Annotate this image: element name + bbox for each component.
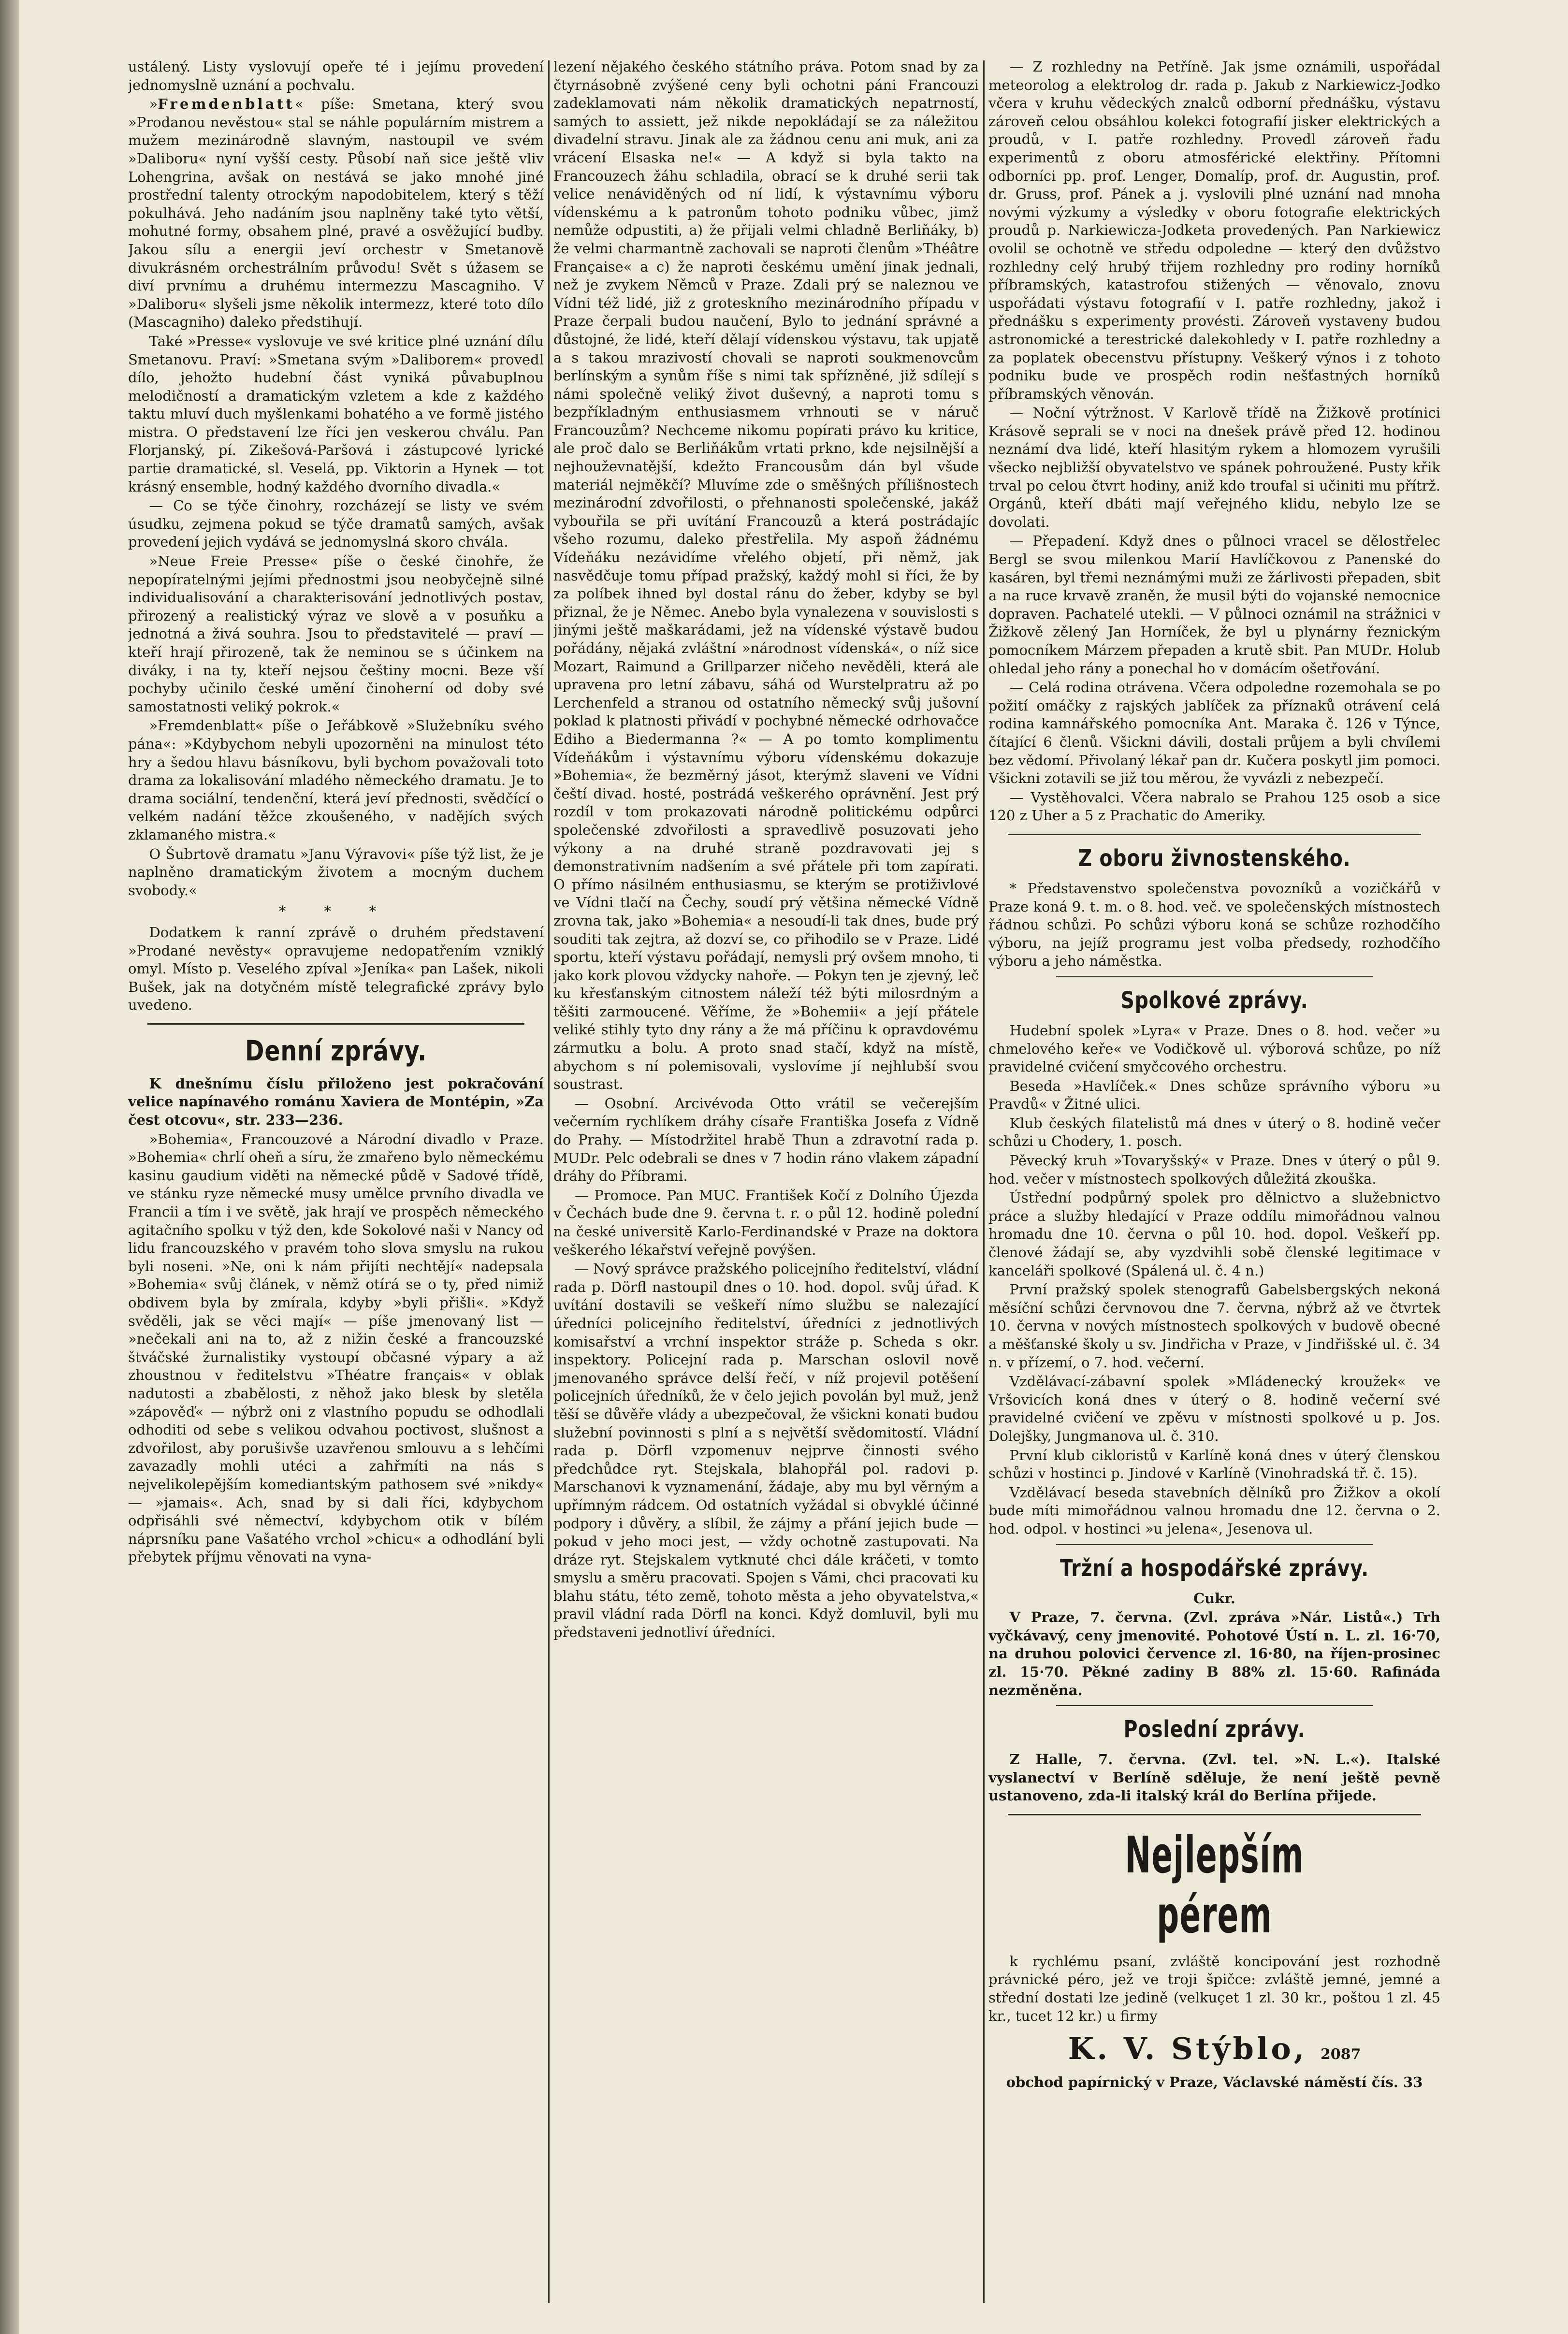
section-heading: Poslední zprávy. — [1123, 1716, 1306, 1743]
paragraph: lezení nějakého českého státního práva. Potom snad by za čtyrnásobně zvýšené ceny byli ochotni páni Francouzi zadeklamovati nám několik dramatických nepatrností, samých to assiett, jež nikde nepokládají se za náležitou divadelní stravu. Jinak ale za žádnou cenu ani muk, ani za vrácení Elsaska ne!« — A když si byla takto na Francouzech žáhu schladila, obrací se k druhé serii tak velice nenáviděných od ní lidí, k výstavnímu výboru vídenskému a k patronům tohoto podniku vůbec, jimž nemůže odpustiti, a) že přijali velmi chladně Berliňáky, b) že velmi charmantně zachovali se naproti členům »Théâtre Française« a c) že naproti českému umění jinak jednali, než je zvykem Němců v Praze. Zdali prý se naleznou ve Vídni též lidé, již z groteskního mezinárodního případu v Praze čerpali budou naučení, Bylo to jednání správné a důstojné, že lidé, kteří dělají vídenskou výstavu, tak upjatě a s takou mrazivostí chovali se naproti soukmenovcům berlínským a synům říše s nimi tak spřízněné, již sdílejí s námi společně veliký život duševný, a naproti tomu s bezpříkladným enthusiasmem vrhnouti se v náruč Francouzům? Nechceme nikomu popírati právo ku kritice, ale proč dalo se Berliňákům vrtati prkno, kde nejsilnější a nejhouževnatější, kdežto Francousům dán byl všude materiál nejměkčí? Mluvíme zde o směšných přílišnostech mezinárodní zdvořilosti, o přehnanosti společenské, jakáž vybouřila se při uvítání Francouzů a která postrádajíc všeho rozumu, daleko přestřelila. My aspoň žádnému Vídeňáku nezávidíme vřelého objetí, při němž, jak nasvědčuje tomu případ pražský, každý mohl si říci, že by za políbek ihned byl dostal ránu do žeber, kdyby se byl přiznal, že je Němec. Anebo byla vynalezena v souvislosti s jinými ještě maškarádami, jež na vídenské výstavě budou pořádány, nějaká zvláštní »národnost vídenská«, o níž sice Mozart, Raimund a Grillparzer ničeho nevěděli, která ale upravena pro letní zábavu, sáhá od Wurstelpratru až po Lerchenfeld a stranou od ostatního německý svůj jušovní poklad k platnosti přivádí v pochybné německé odrhovačce Ediho a Biedermanna ?« — A po tomto komplimentu Vídeňákům i výstavnímu výboru vídenskému dokazuje »Bohemia«, že bezměrný jásot, kterýmž slaveni ve Vídni čeští divad. hosté, postrádá veškerého oprávnění. Jest prý rozdíl v tom prokazovati národně politickému odpůrci společenské zdvořilosti a spravedlivě posuzovati jeho výkony a na druhé straně pozdravovati jej s demonstrativním nadšením a své přátele při tom zapírati. O přímo násilném enthusiasmu, se kterým se protiživlové ve Vídni tlačí na Čechy, soudí prý většina německé Vídně zrovna tak, jako »Bohemia« a nesoudí-li tak dnes, bude prý souditi tak zejtra, až dozví se, co přihodilo se v Praze. Lidé sportu, kteří výstavu pořádají, nemysli prý ovšem mnoho, ti jako kork plovou vždycky nahoře. — Pokyn ten je zjevný, leč ku křesťanským citnostem náleží též býti milosrdným a těšiti zarmoucené. Věříme, že »Bohemii« a její přátele veliké stihly tyto dny rány a že má příčinu k opravdovému zármutku a bolu. A proto snad stačí, když na místě, abychom s ní polemisovali, vyslovíme jí nejhlubší svou soustrast. — [553, 58, 979, 1093]
paragraph: K dnešnímu číslu přiloženo jest pokračování velice napínavého románu Xaviera de Montépin, »Za čest otcovu«, str. 233—236. — [128, 1075, 544, 1129]
subheading: Cukr. — [1193, 1590, 1235, 1607]
paragraph: Ústřední podpůrný spolek pro dělnictvo a služebnictvo práce a služby hledající v Praze oddílu mimořádnou valnou hromadu dne 10. června o půl 10. hod. dopol. Veškeří pp. členové žádají se, aby vyzdvihli sobě členské legitimace v kanceláři spolkové (Spálená ul. č. 4 n.) — [988, 1189, 1440, 1279]
advertisement-firm-name: K. V. Stýblo, — [1068, 2031, 1307, 2067]
paragraph: První pražský spolek stenografů Gabelsbergských nekoná měsíční schůzi červnovou dne 7. června, nýbrž až ve čtvrtek 10. června v nových místnostech spolkových v budově obecné a měšťanské školy u sv. Jindřicha v Praze, v Jindřišské ul. č. 34 n. v přízemí, o 7. hod. večerní. — [988, 1281, 1440, 1371]
paragraph: »Bohemia«, Francouzové a Národní divadlo v Praze. »Bohemia« chrlí oheň a síru, že zmařeno bylo německému kasinu gaudium viděti na německé půdě v Sadové třídě, ve stánku ryze německé musy umělce prvního divadla ve Francii a tím i ve světě, jak hrají ve prospěch německého agitačního spolku v týž den, kde Sokolové naši v Nancy od lidu francouzského v pravém toho slova smyslu na rukou byli noseni. »Ne, oni k nám přijíti nechtějí« nadepsala »Bohemia« svůj článek, v němž otírá se o ty, před nimiž obdivem byla by zmírala, kdyby »byli přišli«. »Když svěděli, jak se věci mají« — píše jmenovaný list — »nečekali ani na to, až z nižin české a francouzské štváčské žurnalistiky vystoupí občasné výpary a až zhoustnou v ředitelstvu »Théatre français« v oblak nadutosti a zbabělosti, z něhož jako blesk by sletěla »zápověď« — nýbrž oni z vlastního popudu se odhodlali odhoditi od sebe s velikou odvahou poctivost, slušnost a zdvořilost, aby porušivše uzavřenou smlouvu a s lehčími zavazadly mohli utéci a zahřmíti na nás s nejvelikolepějším komediantským pathosem své »nikdy« — »jamais«. Ach, snad by si dali říci, kdybychom odpřisáhli své němectví, kdybychom otik v bílém náprsníku pane Vašatého vrchol »chicu« a odhodlání byli přebytek příjmu věnovati na vyna- — [128, 1131, 544, 1566]
column-left — [128, 58, 544, 2310]
paragraph: — Nový správce pražského policejního ředitelství, vládní rada p. Dörfl nastoupil dnes o 10. hod. dopol. svůj úřad. K uvítání dostavili se veškeří nímo službu se nalezající úředníci policejního ředitelství, úředníci z jednotlivých komisařství a vrchní inspektor stráže p. Scheda s okr. inspektory. Policejní rada p. Marschan oslovil nově jmenovaného správce delší řečí, v níž projevil potěšení policejních úředníků, že v čelo jejich povolán byl muž, jenž těší se důvěře vlády a ubezpečoval, že všickni konati budou služební povinnosti s plní a s největší svědomitostí. Vládní rada p. Dörfl vzpomenuv nejprve činnosti svého předchůdce ryt. Stejskala, blahopřál pol. radovi p. Marschanovi k vyznamenání, žádaje, aby mu byl věrným a upřímným rádcem. Od ostatních vyžádal si obvyklé účinné podpory i důvěry, a slíbil, že zájmy a přání jejich bude — pokud v jeho moci jest, — vždy ochotně zastupovati. Na dráze ryt. Stejskalem vytknuté chci dále kráčeti, v tomto smyslu a směru pracovati. Spojen s Vámi, chci pracovati ku blahu státu, této země, tohoto města a jeho obyvatelstva,« pravil vládní rada Dörfl na konci. Když domluvil, byli mu představeni jednotliví úředníci. — [553, 1261, 979, 1641]
paragraph-text: « píše: Smetana, který svou »Prodanou nevěstou« stal se náhle populárním mistrem a mužem mezinárodně slavným, nastoupil ve svém »Daliboru« nyní vyšší cesty. Působí naň sice ještě vliv Lohengrina, avšak on nestává se jako mnohé jiné prostřední talenty otrockým napodobitelem, který s těží pokulhává. Jeho nadáním jsou naplněny také tyto větší, mohutné formy, obsahem plné, pravé a osvěžující budby. Jakou sílu a energii jeví orchestr v Smetanově divukrásném orchestrálním průvodu! Svět s úžasem se diví prvnímu a druhému intermezzu Mascagniho. V »Daliboru« slyšeli jsme několik intermezz, které toto dílo (Mascagniho) daleko předstihují. — [128, 96, 544, 331]
column-rule — [548, 60, 550, 2303]
column-rule — [983, 60, 985, 2303]
paragraph: ustálený. Listy vyslovují opeře té i jejímu provedení jednomyslně uznání a pochvalu. — [128, 58, 544, 93]
paragraph: — Co se týče činohry, rozcházejí se listy ve svém úsudku, zejmena pokud se týče dramatů samých, avšak provedení jejich vydává se jednomyslná skoro chvála. — [128, 497, 544, 551]
paragraph: Také »Presse« vyslovuje ve své kritice plné uznání dílu Smetanovu. Praví: »Smetana svým »Daliborem« provedl dílo, jehožto hudební část vyniká půvabuplnou melodičností a dramatickým vzletem a kde z každého taktu mluví duch myšlenkami bohatého a ve formě jistého mistra. O představení lze říci jen veskerou chválu. Pan Florjanský, pí. Zikešová-Paršová i zástupcové lyrické partie dramatické, sl. Veselá, pp. Viktorin a Hynek — tot krásný ensemble, hodný každého dvorního divadla.« — [128, 333, 544, 495]
paragraph: Z Halle, 7. června. (Zvl. tel. »N. L.«). Italské vyslanectví v Berlíně sděluje, že není ještě pevně ustanoveno, zda-li italský král do Berlína přijede. — [988, 1751, 1440, 1804]
column-right — [988, 58, 1440, 2310]
paragraph: V Praze, 7. června. (Zvl. zpráva »Nár. Listů«.) Trh vyčkávavý, ceny jmenovité. Pohotové Ústí n. L. zl. 16·70, na druhou polovici července zl. 16·80, na říjen-prosinec zl. 15·70. Pěkné zadiny B 88% zl. 15·60. Rafináda nezměněna. — [988, 1609, 1440, 1698]
paragraph: — Noční výtržnost. V Karlově třídě na Žižkově protínici Krásově seprali se v noci na dnešek právě před 12. hodinou neznámí dva lidé, kteří hlasitým rykem a hlomozem vyrušili všecko nejbližší obyvatelstvo ve spánek pohroužené. Pusty křik trval po celou čtvrt hodiny, aniž kdo troufal si učiniti mu přítrž. Orgánů, kteří dbáti mají veřejného klidu, nebylo lze se dovolati. — [988, 405, 1440, 530]
advertisement-text: k rychlému psaní, zvláště koncipování jest rozhodně právnické péro, jež ve troji špičce: zvláště jemné, jemné a střední dostati lze jedině (velkuçet 1 zl. 30 kr., poštou 1 zl. 45 kr., tucet 12 kr.) u firmy — [988, 1953, 1440, 2024]
section-separator: * * * — [279, 903, 393, 920]
section-heading: Tržní a hospodářské zprávy. — [1060, 1554, 1369, 1582]
paragraph: Vzdělávací-zábavní spolek »Mládenecký kroužek« ve Vršovicích koná dnes v úterý o 8. hodině večerní své pravidelné cvičení ve zpěvu v místnosti spolkové u p. Jos. Dolejšky, Jungmanova ul. č. 310. — [988, 1373, 1440, 1444]
paragraph: — Vystěhovalci. Včera nabralo se Prahou 125 osob a sice 120 z Uher a 5 z Prachatic do Ameriky. — [988, 789, 1440, 824]
paragraph: * Představenstvo společenstva povozníků a vozičkářů v Praze koná 9. t. m. o 8. hod. več. ve společenských místnostech řádnou schůzi. Po schůzi výboru koná se schůze rozhodčího výboru, na jejíž programu jest volba předsedy, rozhodčího výboru a jeho náměstka. — [988, 880, 1440, 970]
paragraph: První klub cikloristů v Karlíně koná dnes v úterý členskou schůzi v hostinci p. Jindové v Karlíně (Vinohradská tř. č. 15). — [988, 1447, 1440, 1482]
divider — [1056, 976, 1373, 977]
paragraph: »Fremdenblatt« píše: Smetana, který svou »Prodanou nevěstou« stal se náhle populárním mistrem a mužem mezinárodně slavným, nastoupil ve svém »Daliboru« nyní vyšší cesty. Působí naň sice ještě vliv Lohengrina, avšak on nestává se jako mnohé jiné prostřední talenty otrockým napodobitelem, který s těží pokulhává. Jeho nadáním jsou naplněny také tyto větší, mohutné formy, obsahem plné, pravé a osvěžující budby. Jakou sílu a energii jeví orchestr v Smetanově divukrásném orchestrálním průvodu! Svět s úžasem se diví prvnímu a druhému intermezzu Mascagniho. V »Daliboru« slyšeli jsme několik intermezz, které toto dílo (Mascagniho) daleko předstihují. — [128, 96, 544, 331]
divider — [147, 1023, 524, 1025]
section-heading: Spolkové zprávy. — [1120, 986, 1308, 1014]
paragraph: — Promoce. Pan MUC. František Kočí z Dolního Újezda v Čechách bude dne 9. června t. r. o půl 12. hodině polední na české universitě Karlo-Ferdinandské v Praze na doktora veškerého lékařství veřejně povýšen. — [553, 1187, 979, 1258]
divider — [1008, 834, 1421, 835]
paragraph: Pěvecký kruh »Tovaryšský« v Praze. Dnes v úterý o půl 9. hod. večer v místnostech spolkových důležitá zkouška. — [988, 1152, 1440, 1187]
column-middle — [553, 58, 979, 2310]
divider — [1008, 1814, 1421, 1815]
divider — [1056, 1705, 1373, 1706]
section-heading: Z oboru živnostenského. — [1078, 844, 1351, 872]
paragraph: Beseda »Havlíček.« Dnes schůze správního výboru »u Pravdů« v Žitné ulici. — [988, 1077, 1440, 1113]
paragraph: — Osobní. Arcivévoda Otto vrátil se večerejším večerním rychlíkem dráhy císaře Františka Josefa z Vídně do Prahy. — Místodržitel hrabě Thun a zdravotní rada p. MUDr. Pelc odebrali se dnes v 7 hodin ráno vlakem západní dráhy do Příbrami. — [553, 1095, 979, 1185]
divider — [1056, 1544, 1373, 1545]
paragraph: — Přepadení. Když dnes o půlnoci vracel se dělostřelec Bergl se svou milenkou Marií Havlíčkovou z Panenské do kasáren, byl třemi neznámými muži ze žárlivosti přepaden, sbit a na ruce krvavě zraněn, že musil býti do vojanské nemocnice dopraven. Pachatelé utekli. — V půlnoci oznámil na strážnici v Žižkově zělený Jan Horníček, že byl u plynárny řeznickým pomocníkem Márzem přepaden a krutě sbit. Pan MUDr. Holub ohledal jeho rány a ponechal ho v domácím ošetřování. — [988, 533, 1440, 677]
paragraph: Vzdělávací beseda stavebních dělníků pro Žižkov a okolí bude míti mimořádnou valnou hromadu dne 12. června o 2. hod. odpol. v hostinci »u jelena«, Jesenova ul. — [988, 1484, 1440, 1537]
paragraph: Hudební spolek »Lyra« v Praze. Dnes o 8. hod. večer »u chmelového keře« ve Vodičkově ul. výborová schůze, po níž pravidelné cvičení smyčcového orchestru. — [988, 1022, 1440, 1075]
paragraph: — Z rozhledny na Petříně. Jak jsme oznámili, uspořádal meteorolog a elektrolog dr. rada p. Jakub z Narkiewicz-Jodko včera v kruhu vědeckých znalců odborní přednášku, výstavu zároveň celou obsáhlou kolekci fotografií jisker elektrických a proudů, v I. patře rozhledny. Provedl zároveň řadu experimentů z oboru atmosférické elektřiny. Přítomni odborníci pp. prof. Lenger, Domalíp, prof. dr. Augustin, prof. dr. Gruss, prof. Pánek a j. vyslovili plné uznání nad mnoha novými výzkumy a výsledky v oboru fotografie elektrických proudů p. Narkiewicza-Jodketa provedených. Pan Narkiewicz ovolil se ochotně ve středu odpoledne — který den dvůžstvo rozhledny celý hrubý třijem rozhledny pro rodiny horníků příbramských, katastrofou stižených — věnovalo, znovu uspořádati výstavu fotografií v I. patře rozhledny, jakož i přednášku s experimenty provésti. Zároveň vystaveny budou astronomické a terestrické dalekohledy v I. patře rozhledny a za poplatek obecenstvu přístupny. Veškerý výnos i z tohoto podniku bude ve prospěch rodin nešťastných horníků příbramských věnován. — [988, 58, 1440, 402]
advertisement-address: obchod papírnický v Praze, Václavské náměstí čís. 33 — [1006, 2074, 1423, 2091]
paragraph: »Fremdenblatt« píše o Jeřábkově »Služebníku svého pána«: »Kdybychom nebyli upozorněni na minulost této hry a šedou hlavu básníkovu, byli bychom považovali toto drama za lokalisování mladého německého dramatu. Je to drama sociální, tendenční, která jeví přednosti, svědčící o velkém nadání těžce zkoušeného, v nadějích svých zklamaného mistra.« — [128, 717, 544, 843]
paragraph: Klub českých filatelistů má dnes v úterý o 8. hodině večer schůzi u Chodery, 1. posch. — [988, 1115, 1440, 1150]
paragraph: Dodatkem k ranní zprávě o druhém představení »Prodané nevěsty« opravujeme nedopatřením vzniklý omyl. Místo p. Veselého zpíval »Jeníka« pan Lašek, nikoli Bušek, jak na dotyčném místě telegrafické zprávy bylo uvedeno. — [128, 924, 544, 1014]
paragraph: O Šubrtově dramatu »Janu Výravovi« píše týž list, že je naplněno dramatickým životem a mocným duchem svobody.« — [128, 845, 544, 899]
paragraph: »Neue Freie Presse« píše o české činohře, že nepopíratelnými jejími přednostmi jsou neobyčejně silné individualisování a charakterisování jednotlivých postav, přirozený a realistický výraz ve slově a v posuňku a jednotná a živá souhra. Jsou to představitelé — praví — kteří hrají přirozeně, tak že neminou se s účinkem na diváky, i na ty, kteří nejsou češtiny mocni. Beze vší pochyby učinilo české umění činoherní od doby své samostatnosti veliký pokrok.« — [128, 553, 544, 715]
advertisement-firm — [988, 2030, 1440, 2073]
paragraph: — Celá rodina otrávena. Včera odpoledne rozemohala se po požití omáčky z rajských jablíček za příznaků otrávení celá rodina kamnářského pomocníka Ant. Maraka č. 126 v Týnce, čítající 6 členů. Všickni dávili, dostali průjem a byli chvílemi bez vědomí. Přivolaný lékař pan dr. Kučera poskytl jim pomoci. Všickni zotavili se již tou měrou, že vyvázli z nebezpečí. — [988, 679, 1440, 787]
section-heading: Denní zprávy. — [245, 1034, 427, 1067]
advertisement-number: 2087 — [1320, 2046, 1361, 2063]
advertisement-title: Nejlepším pérem — [1125, 1825, 1304, 1944]
newspaper-name: Fremdenblatt — [158, 96, 295, 113]
